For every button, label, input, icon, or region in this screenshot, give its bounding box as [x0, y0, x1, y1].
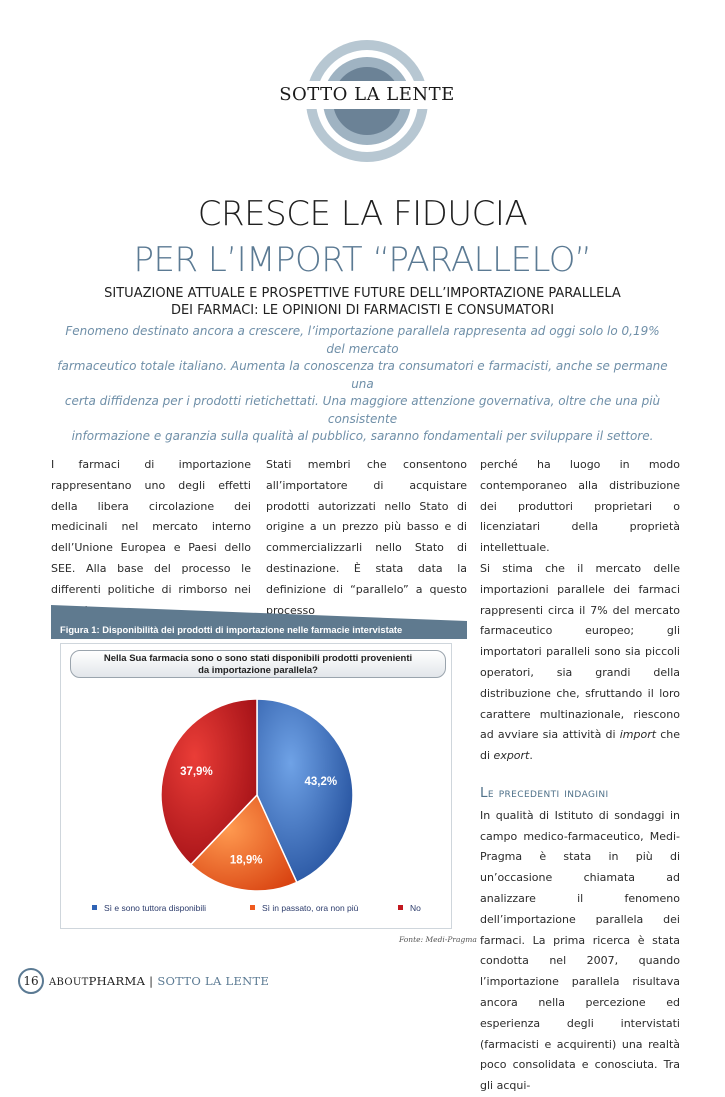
- headline-line-2: PER L’IMPORT “PARALLELO”: [133, 240, 592, 280]
- legend-label: Sì in passato, ora non più: [262, 903, 359, 913]
- legend-swatch: [250, 905, 255, 910]
- footer-brand-pharma: PHARMA: [88, 974, 146, 988]
- page-number: 16: [18, 968, 44, 994]
- question-line-1: Nella Sua farmacia sono o sono stati disponibili prodotti provenienti: [103, 653, 413, 664]
- body-column-3: [480, 455, 680, 1097]
- italic-term: export: [493, 749, 530, 763]
- lead-line-1: Fenomeno destinato ancora a crescere, l’importazione parallela rappresenta ad oggi solo lo 0,19% del mercato: [65, 324, 660, 356]
- legend-item-no: [398, 903, 421, 913]
- headline-line-1: CRESCE LA FIDUCIA: [197, 194, 528, 234]
- pie-data-label: 43,2%: [304, 776, 338, 789]
- lead-line-2: farmaceutico totale italiano. Aumenta la conoscenza tra consumatori e farmacisti, anche se permane una: [57, 359, 668, 391]
- body-paragraph: perché ha luogo in modo contemporaneo alla distribuzione dei produttori proprietari o licenziatari della proprietà intellettuale.: [480, 458, 680, 555]
- italic-term: import: [619, 728, 657, 742]
- body-column-2: [266, 455, 467, 621]
- footer-brand-about: ABOUT: [49, 977, 89, 988]
- footer-running-head: [49, 974, 269, 988]
- figure-title: Figura 1: Disponibilità dei prodotti di importazione nelle farmacie intervistate: [60, 624, 403, 635]
- legend-swatch: [398, 905, 403, 910]
- legend-item-yes-past: [250, 903, 358, 913]
- subtitle-line-2: DEI FARMACI: LE OPINIONI DI FARMACISTI E CONSUMATORI: [170, 303, 555, 318]
- legend-item-yes-still: [92, 903, 206, 913]
- body-paragraph: [480, 559, 680, 767]
- body-paragraph: In qualità di Istituto di sondaggi in campo medico-farmaceutico, Medi-Pragma è stata in più di un’occasione chiamata ad analizzare il fenomeno dell’importazione parallela dei farmaci. La prima ricerca è stata condotta nel 2007, quando l’importazione parallela risultava ancora nella percezione ed esperienza degli intervistati (farmacisti e acquirenti) una realtà poco consolidata e conosciuta. Tra gli acqui-: [480, 808, 680, 1093]
- article-subtitle: [60, 285, 665, 319]
- lead-line-3: certa diffidenza per i prodotti rietichettati. Una maggiore attenzione governativa, oltre che una più consistente: [64, 394, 661, 426]
- body-column-1: [51, 455, 251, 621]
- legend-swatch: [92, 905, 97, 910]
- pie-data-label: 37,9%: [180, 765, 213, 778]
- article-lead: [55, 323, 670, 446]
- subheading: Le precedenti indagini: [480, 784, 609, 801]
- figure-source: Fonte: Medi-Pragma: [399, 935, 477, 944]
- footer-section: SOTTO LA LENTE: [157, 974, 270, 988]
- body-paragraph: Stati membri che consentono all’importatore di acquistare prodotti autorizzati nello Stato di origine a un prezzo più basso e di commercializzarli nello Stato di destinazione. È stata data la definizione di “parallelo” a questo processo: [266, 458, 467, 617]
- text-run: Si stima che il mercato delle importazioni parallele dei farmaci rappresenti circa il 7% del mercato farmaceutico europeo; gli importatori paralleli sono sia piccoli operatori, sia grandi della distribuzione che, sfruttando il loro carattere multinazionale, riescono ad avviare sia attività di: [480, 561, 680, 742]
- text-run: .: [529, 749, 533, 763]
- pie-data-label: 18,9%: [229, 854, 263, 867]
- lead-line-4: informazione e garanzia sulla qualità al pubblico, saranno fondamentali per sviluppare il settore.: [71, 429, 654, 443]
- figure-question-box: [70, 650, 446, 678]
- subtitle-line-1: SITUAZIONE ATTUALE E PROSPETTIVE FUTURE DELL’IMPORTAZIONE PARALLELA: [104, 286, 621, 301]
- legend-label: Sì e sono tuttora disponibili: [104, 903, 207, 913]
- question-line-2: da importazione parallela?: [198, 665, 318, 676]
- footer-separator: |: [149, 974, 154, 988]
- pie-chart: [150, 695, 365, 895]
- section-label: SOTTO LA LENTE: [262, 81, 472, 109]
- legend-label: No: [410, 903, 421, 913]
- text-run: che di: [480, 728, 680, 763]
- body-paragraph: I farmaci di importazione rappresentano uno degli effetti della libera circolazione dei medicinali nel mercato interno dell’Unione Europea e Paesi dello SEE. Alla base del processo le differenti politiche di rimborso nei: [51, 458, 251, 596]
